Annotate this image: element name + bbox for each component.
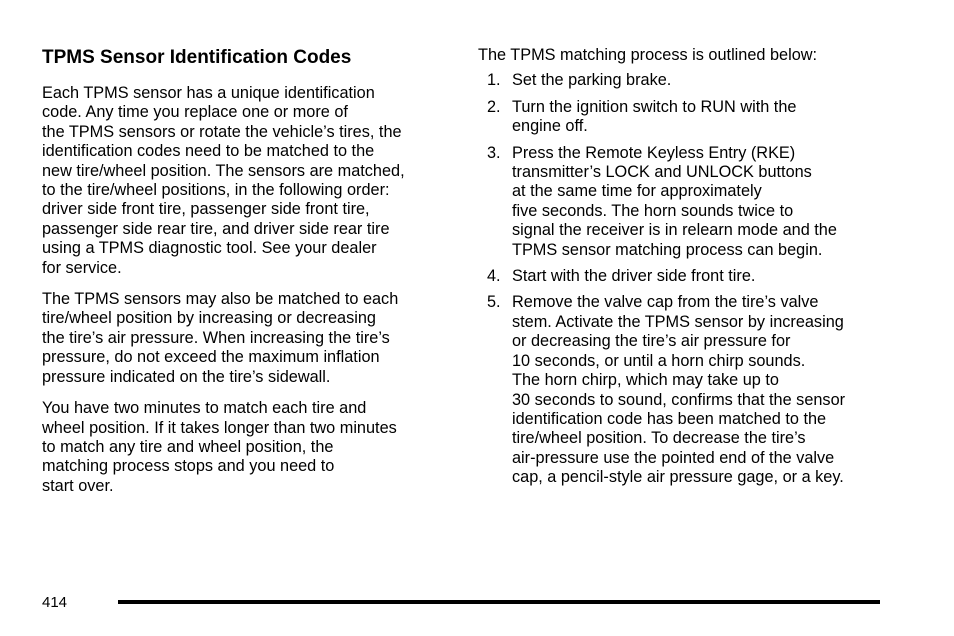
paragraph-line: passenger side rear tire, and driver side rear tire [42, 219, 390, 238]
step-item [478, 71, 878, 90]
paragraph-line: the TPMS sensors or rotate the vehicle’s tires, the [42, 122, 402, 141]
footer-rule [118, 600, 880, 604]
step-number: 5. [487, 293, 501, 312]
step-line: engine off. [512, 117, 588, 136]
paragraph-line: to the tire/wheel positions, in the following order: [42, 181, 390, 200]
step-line: The horn chirp, which may take up to [512, 371, 779, 390]
paragraph-line: code. Any time you replace one or more of [42, 103, 348, 122]
step-line: 10 seconds, or until a horn chirp sounds. [512, 351, 806, 370]
step-item [478, 144, 878, 260]
paragraph-line: using a TPMS diagnostic tool. See your dealer [42, 239, 377, 258]
paragraph-line: pressure, do not exceed the maximum inflation [42, 348, 380, 367]
paragraph-line: pressure indicated on the tire’s sidewall. [42, 367, 331, 386]
step-line: air-pressure use the pointed end of the valve [512, 448, 835, 467]
step-number: 3. [487, 143, 501, 162]
paragraph-line: tire/wheel position by increasing or decreasing [42, 309, 376, 328]
paragraph-line: driver side front tire, passenger side front tire, [42, 200, 370, 219]
step-line: tire/wheel position. To decrease the tire’s [512, 429, 806, 448]
step-line: identification code has been matched to the [512, 409, 827, 428]
step-line: transmitter’s LOCK and UNLOCK buttons [512, 163, 812, 182]
step-line: Set the parking brake. [512, 71, 672, 90]
step-item [478, 293, 878, 487]
left-column [42, 46, 447, 508]
step-line: stem. Activate the TPMS sensor by increasing [512, 312, 844, 331]
step-line: Remove the valve cap from the tire’s valve [512, 293, 819, 312]
right-column [478, 46, 878, 495]
paragraph-line: You have two minutes to match each tire and [42, 399, 367, 418]
paragraph-line: wheel position. If it takes longer than two minutes [42, 418, 397, 437]
steps-list [478, 71, 878, 487]
step-line: cap, a pencil-style air pressure gage, or a key. [512, 468, 844, 487]
paragraph [42, 399, 447, 496]
step-item [478, 267, 878, 286]
paragraph-line: matching process stops and you need to [42, 457, 335, 476]
paragraph-line: for service. [42, 258, 122, 277]
step-line: TPMS sensor matching process can begin. [512, 240, 823, 259]
left-paragraphs [42, 84, 447, 496]
paragraph-line: The TPMS sensors may also be matched to each [42, 290, 399, 309]
step-line: 30 seconds to sound, confirms that the sensor [512, 390, 846, 409]
step-line: at the same time for approximately [512, 182, 762, 201]
step-line: five seconds. The horn sounds twice to [512, 201, 794, 220]
step-number: 1. [487, 71, 501, 90]
paragraph-line: to match any tire and wheel position, the [42, 437, 334, 456]
step-line: or decreasing the tire’s air pressure for [512, 332, 791, 351]
step-line: signal the receiver is in relearn mode and the [512, 221, 837, 240]
paragraph [42, 290, 447, 387]
step-item [478, 98, 878, 137]
step-line: Start with the driver side front tire. [512, 267, 756, 286]
paragraph-line: start over. [42, 476, 114, 495]
section-heading: TPMS Sensor Identification Codes [42, 47, 352, 68]
paragraph-line: the tire’s air pressure. When increasing the tire’s [42, 328, 390, 347]
page-number: 414 [42, 594, 68, 611]
step-line: Press the Remote Keyless Entry (RKE) [512, 143, 796, 162]
steps-intro: The TPMS matching process is outlined below: [478, 46, 818, 64]
step-number: 4. [487, 267, 501, 286]
paragraph-line: identification codes need to be matched to the [42, 142, 375, 161]
paragraph [42, 84, 447, 278]
step-line: Turn the ignition switch to RUN with the [512, 97, 797, 116]
paragraph-line: new tire/wheel position. The sensors are matched, [42, 161, 405, 180]
step-number: 2. [487, 97, 501, 116]
paragraph-line: Each TPMS sensor has a unique identification [42, 84, 375, 102]
